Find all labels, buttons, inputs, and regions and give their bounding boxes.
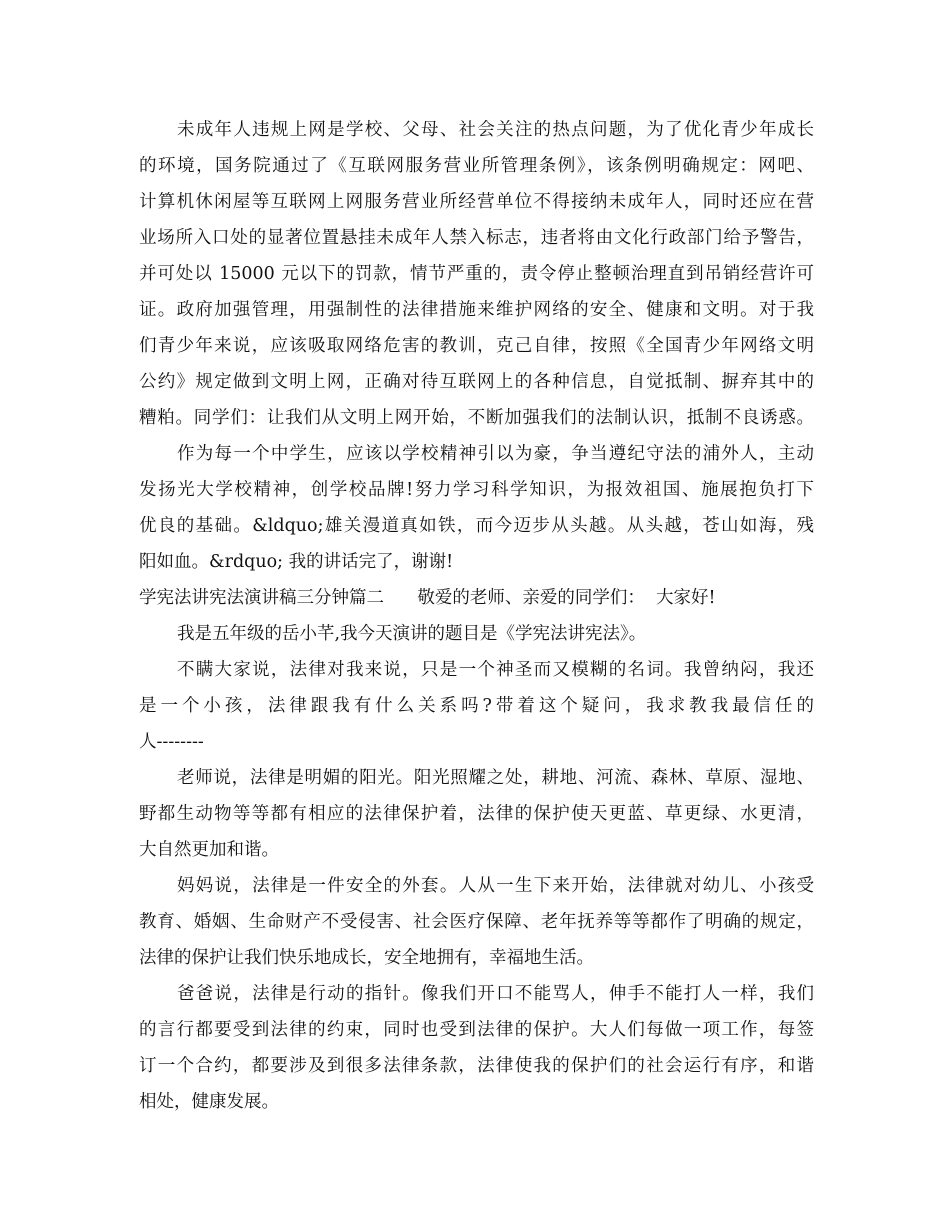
paragraph-line: 计算机休闲屋等互联网上网服务营业所经营单位不得接纳未成年人，同时还应在营 [139, 192, 814, 212]
paragraph-line: 相处，健康发展。 [139, 1092, 279, 1112]
paragraph-line: 妈妈说，法律是一件安全的外套。人从一生下来开始，法律就对幼儿、小孩受 [177, 876, 814, 896]
paragraph-line: 作为每一个中学生，应该以学校精神引以为豪，争当遵纪守法的浦外人，主动 [177, 444, 814, 464]
paragraph-line: 们青少年来说，应该吸取网络危害的教训，克己自律，按照《全国青少年网络文明 [139, 336, 814, 356]
paragraph-line: 老师说，法律是明媚的阳光。阳光照耀之处，耕地、河流、森林、草原、湿地、 [177, 768, 814, 788]
paragraph-line: 优良的基础。&ldquo;雄关漫道真如铁，而今迈步从头越。从头越，苍山如海，残 [139, 516, 814, 536]
paragraph-line: 证。政府加强管理，用强制性的法律措施来维护网络的安全、健康和文明。对于我 [139, 300, 814, 320]
paragraph-line: 订一个合约，都要涉及到很多法律条款，法律使我的保护们的社会运行有序，和谐 [139, 1056, 814, 1076]
paragraph-line: 人-------- [139, 732, 204, 752]
paragraph-line: 不瞒大家说，法律对我来说，只是一个神圣而又模糊的名词。我曾纳闷，我还 [177, 660, 814, 680]
paragraph-line: 大自然更加和谐。 [139, 840, 279, 860]
paragraph-line: 是一个小孩，法律跟我有什么关系吗?带着这个疑问，我求教我最信任的 [139, 696, 814, 716]
paragraph-line: 法律的保护让我们快乐地成长，安全地拥有，幸福地生活。 [139, 948, 594, 968]
paragraph-line: 并可处以 15000 元以下的罚款，情节严重的，责令停止整顿治理直到吊销经营许可 [139, 264, 814, 284]
paragraph-line: 爸爸说，法律是行动的指针。像我们开口不能骂人，伸手不能打人一样，我们 [177, 984, 814, 1004]
section-heading: 学宪法讲宪法演讲稿三分钟篇二 敬爱的老师、亲爱的同学们： 大家好! [139, 588, 716, 608]
paragraph-line: 野都生动物等等都有相应的法律保护着，法律的保护使天更蓝、草更绿、水更清， [139, 804, 814, 824]
paragraph-line: 发扬光大学校精神，创学校品牌!努力学习科学知识，为报效祖国、施展抱负打下 [139, 480, 814, 500]
paragraph-line: 我是五年级的岳小芊,我今天演讲的题目是《学宪法讲宪法》。 [177, 624, 647, 644]
paragraph-line: 教育、婚姻、生命财产不受侵害、社会医疗保障、老年抚养等等都作了明确的规定， [139, 912, 814, 932]
paragraph-line: 的言行都要受到法律的约束，同时也受到法律的保护。大人们每做一项工作，每签 [139, 1020, 814, 1040]
paragraph-line: 公约》规定做到文明上网，正确对待互联网上的各种信息，自觉抵制、摒弃其中的 [139, 372, 814, 392]
paragraph-line: 阳如血。&rdquo; 我的讲话完了，谢谢! [139, 552, 454, 572]
paragraph-line: 未成年人违规上网是学校、父母、社会关注的热点问题，为了优化青少年成长 [177, 120, 814, 140]
paragraph-line: 糟粕。同学们：让我们从文明上网开始，不断加强我们的法制认识，抵制不良诱惑。 [139, 408, 814, 428]
paragraph-line: 的环境，国务院通过了《互联网服务营业所管理条例》，该条例明确规定：网吧、 [139, 156, 814, 176]
paragraph-line: 业场所入口处的显著位置悬挂未成年人禁入标志，违者将由文化行政部门给予警告， [139, 228, 814, 248]
